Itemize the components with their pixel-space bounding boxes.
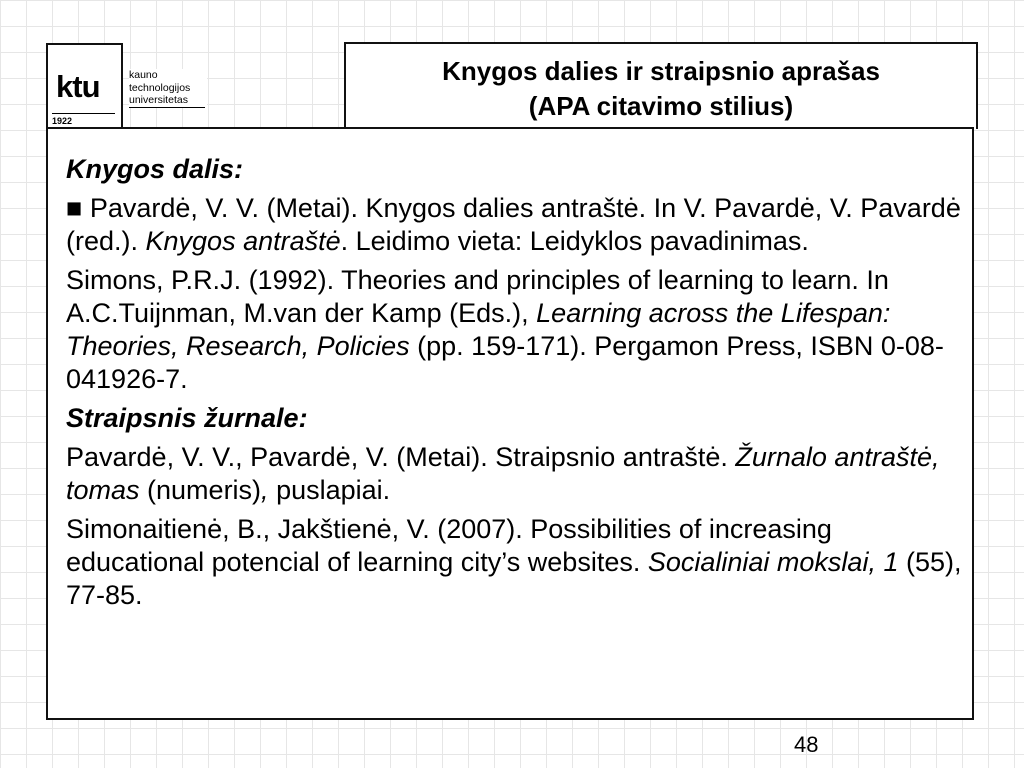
journal-template-tail: puslapiai. xyxy=(268,475,391,505)
logo-ktu-box xyxy=(46,43,123,129)
journal-template-italic: Žurnalo antraštė, tomas xyxy=(66,442,940,505)
journal-article-template xyxy=(66,441,966,507)
journal-article-example xyxy=(66,513,966,612)
bullet-icon: ■ xyxy=(66,193,83,223)
book-example-text: Simons, P.R.J. (1992). Theories and principles of learning to learn. In A.C.Tuijnman, M.van der Kamp (Eds.), xyxy=(66,265,889,328)
book-example-tail: (pp. 159-171). Pergamon Press, ISBN 0-08-041926-7. xyxy=(66,331,944,394)
content-panel xyxy=(46,127,974,720)
journal-template-comma: , xyxy=(261,475,269,505)
book-example-italic: Learning across the Lifespan: Theories, Research, Policies xyxy=(66,298,891,361)
journal-article-heading: Straipsnis žurnale: xyxy=(66,403,308,433)
logo-word-kauno: kauno xyxy=(129,69,158,81)
logo-word-universitetas: universitetas xyxy=(129,94,205,108)
journal-example-italic: Socialiniai mokslai, 1 xyxy=(647,547,899,577)
book-part-example xyxy=(66,264,966,396)
content-body xyxy=(66,153,966,618)
logo-abbr: ktu xyxy=(56,69,100,104)
book-part-template xyxy=(66,192,966,258)
page-number: 48 xyxy=(794,732,819,757)
logo-words xyxy=(129,69,207,108)
journal-example-tail: (55), 77-85. xyxy=(66,547,962,610)
book-part-heading: Knygos dalis: xyxy=(66,154,244,184)
journal-template-text: Pavardė, V. V., Pavardė, V. (Metai). Straipsnio antraštė. xyxy=(66,442,736,472)
book-template-tail: . Leidimo vieta: Leidyklos pavadinimas. xyxy=(340,226,809,256)
slide-title-line2: (APA citavimo stilius) xyxy=(528,91,794,121)
journal-template-middle: (numeris) xyxy=(139,475,262,505)
slide-title-line1: Knygos dalies ir straipsnio aprašas xyxy=(442,56,880,86)
logo-word-technologijos: technologijos xyxy=(129,81,191,94)
logo-year: 1922 xyxy=(52,113,115,126)
slide-title xyxy=(344,42,978,129)
book-template-italic: Knygos antraštė xyxy=(145,226,341,256)
journal-example-text: Simonaitienė, B., Jakštienė, V. (2007). Possibilities of increasing educational potencial of learning city’s websites. xyxy=(66,514,832,577)
book-template-text: Pavardė, V. V. (Metai). Knygos dalies antraštė. In V. Pavardė, V. Pavardė (red.). xyxy=(66,193,961,256)
